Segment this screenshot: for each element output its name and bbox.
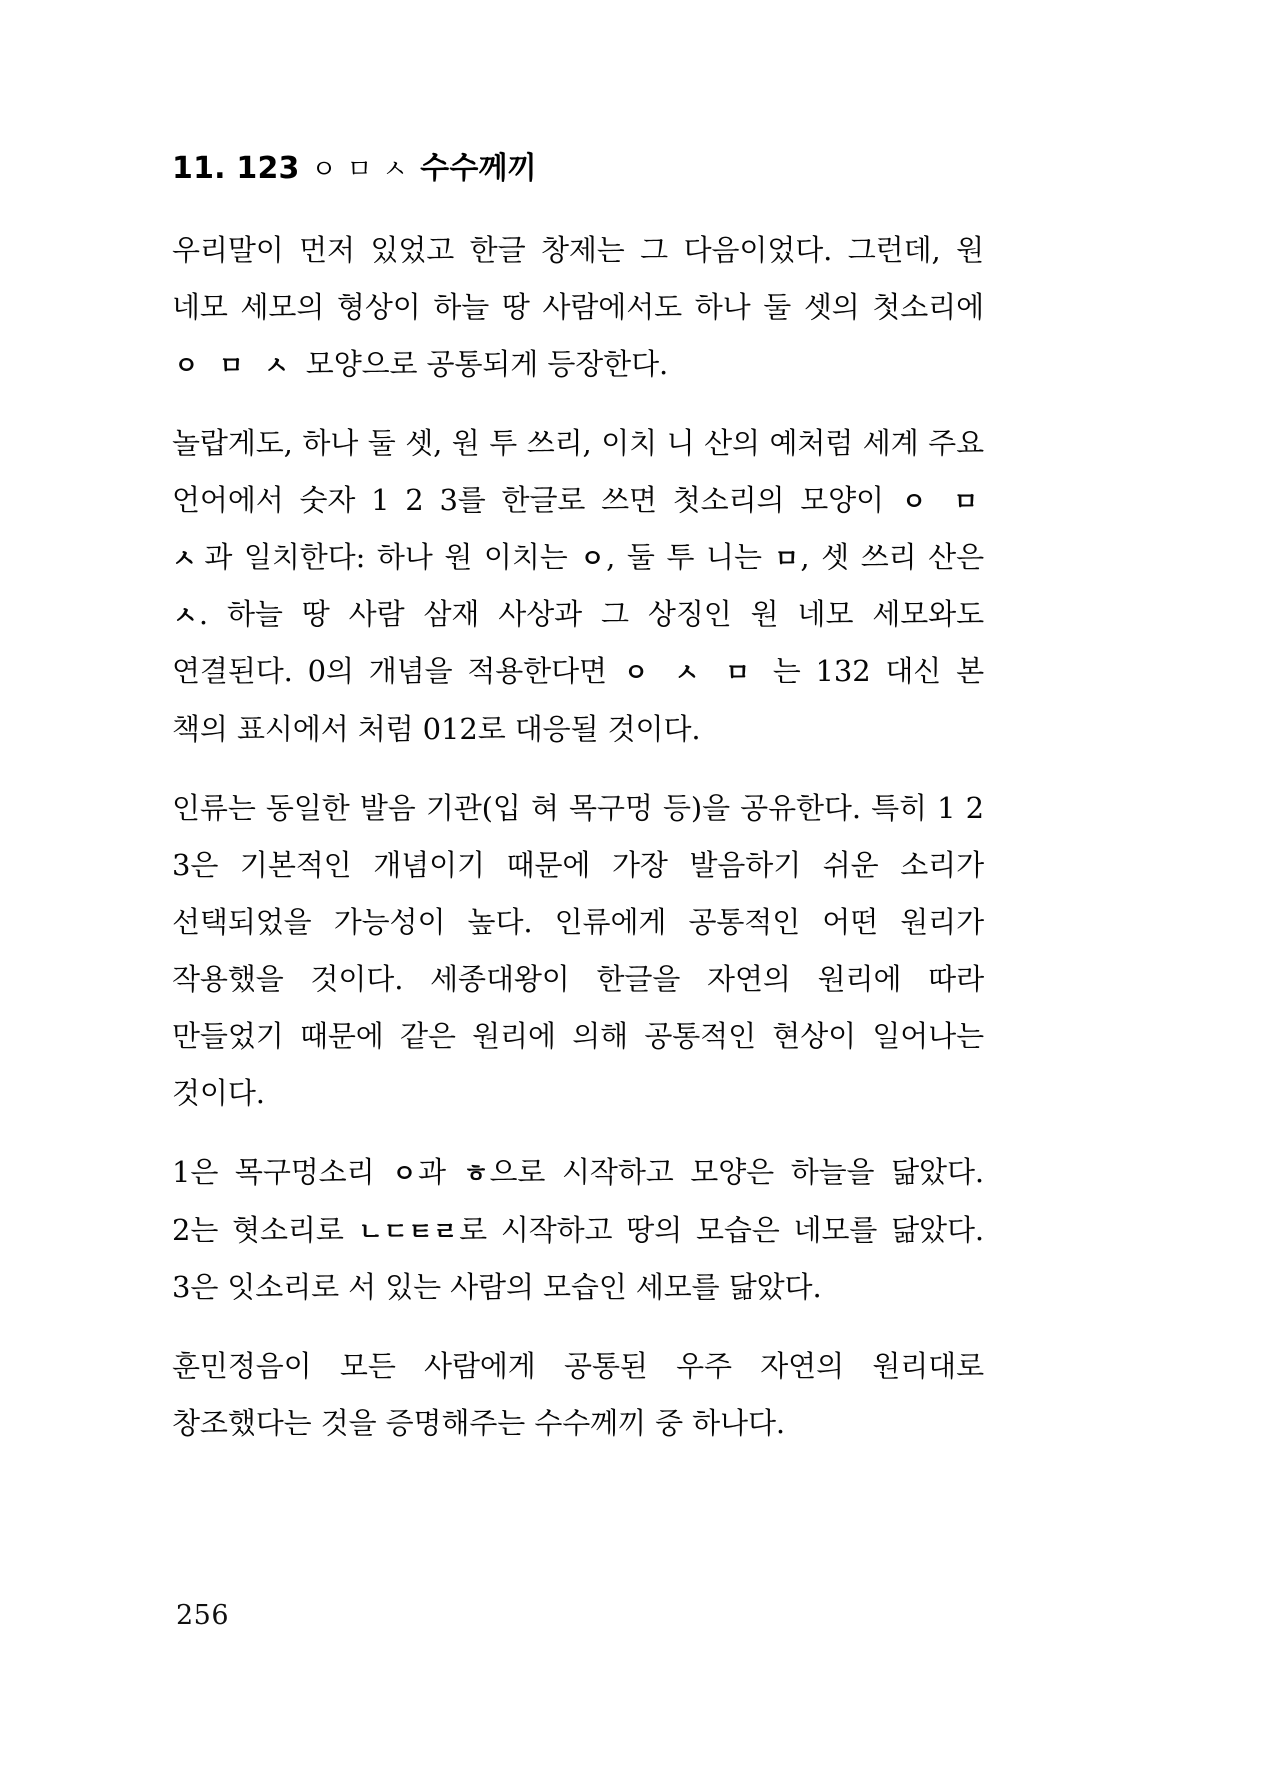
paragraph-5: 훈민정음이 모든 사람에게 공통된 우주 자연의 원리대로 창조했다는 것을 증명해주는 수수께끼 중 하나다. [172,1348,984,1440]
hangul-jamo-glyph: ㅇ ㅁ ㅅ [174,350,295,380]
paragraph-2: 놀랍게도, 하나 둘 셋, 원 투 쓰리, 이치 니 산의 예처럼 세계 주요 언어에서 숫자 1 2 3를 한글로 쓰면 첫소리의 모양이 ㅇ ㅁ ㅅ과 일치한다: 하나 원 이치는 ㅇ, 둘 투 니는 ㅁ, 셋 쓰리 산은 ㅅ. 하늘 땅 사람 삼재 사상과 그 상징인 원 네모 세모와도 연결된다. 0의 개념을 적용한다면 ㅇ ㅅ ㅁ 는 132 대신 본 책의 표시에서 처럼 012로 대응될 것이다. [172,425,984,746]
page-number: 256 [176,1600,230,1631]
hangul-jamo-glyph: ㅅ [173,601,198,631]
hangul-jamo-glyph: ㅁ [774,544,800,574]
hangul-jamo-glyph: ㅇ ㅁ ㅅ [172,487,984,574]
hangul-jamo-glyph: ㅎ [463,1159,489,1189]
hangul-jamo-glyph: ㅇ [580,544,606,574]
page-title [172,150,984,188]
chapter-number: 11. [172,151,226,186]
hangul-jamo-glyph: ㄴㄷㅌㄹ [358,1216,459,1246]
hangul-jamo-glyph: ㅇ ㅅ ㅁ [623,658,756,688]
paragraph-3: 인류는 동일한 발음 기관(입 혀 목구멍 등)을 공유한다. 특히 1 2 3은 기본적인 개념이기 때문에 가장 발음하기 쉬운 소리가 선택되었을 가능성이 높다. 인류에게 공통적인 어떤 원리가 작용했을 것이다. 세종대왕이 한글을 자연의 원리에 따라 만들었기 때문에 같은 원리에 의해 공통적인 현상이 일어나는 것이다. [172,790,984,1111]
chapter-title-text: 수수께끼 [420,151,537,186]
page-content [172,150,984,1452]
chapter-jamo-sequence: ㅇ ㅁ ㅅ [311,155,409,185]
paragraph-1: 우리말이 먼저 있었고 한글 창제는 그 다음이었다. 그런데, 원 네모 세모의 형상이 하늘 땅 사람에서도 하나 둘 셋의 첫소리에 ㅇ ㅁ ㅅ 모양으로 공통되게 등장한다. [172,232,984,381]
hangul-jamo-glyph: ㅇ [392,1159,418,1189]
chapter-numerals: 123 [236,151,300,186]
paragraph-4: 1은 목구멍소리 ㅇ과 ㅎ으로 시작하고 모양은 하늘을 닮았다. 2는 혓소리로 ㄴㄷㅌㄹ로 시작하고 땅의 모습은 네모를 닮았다. 3은 잇소리로 서 있는 사람의 모습인 세모를 닮았다. [172,1155,984,1304]
